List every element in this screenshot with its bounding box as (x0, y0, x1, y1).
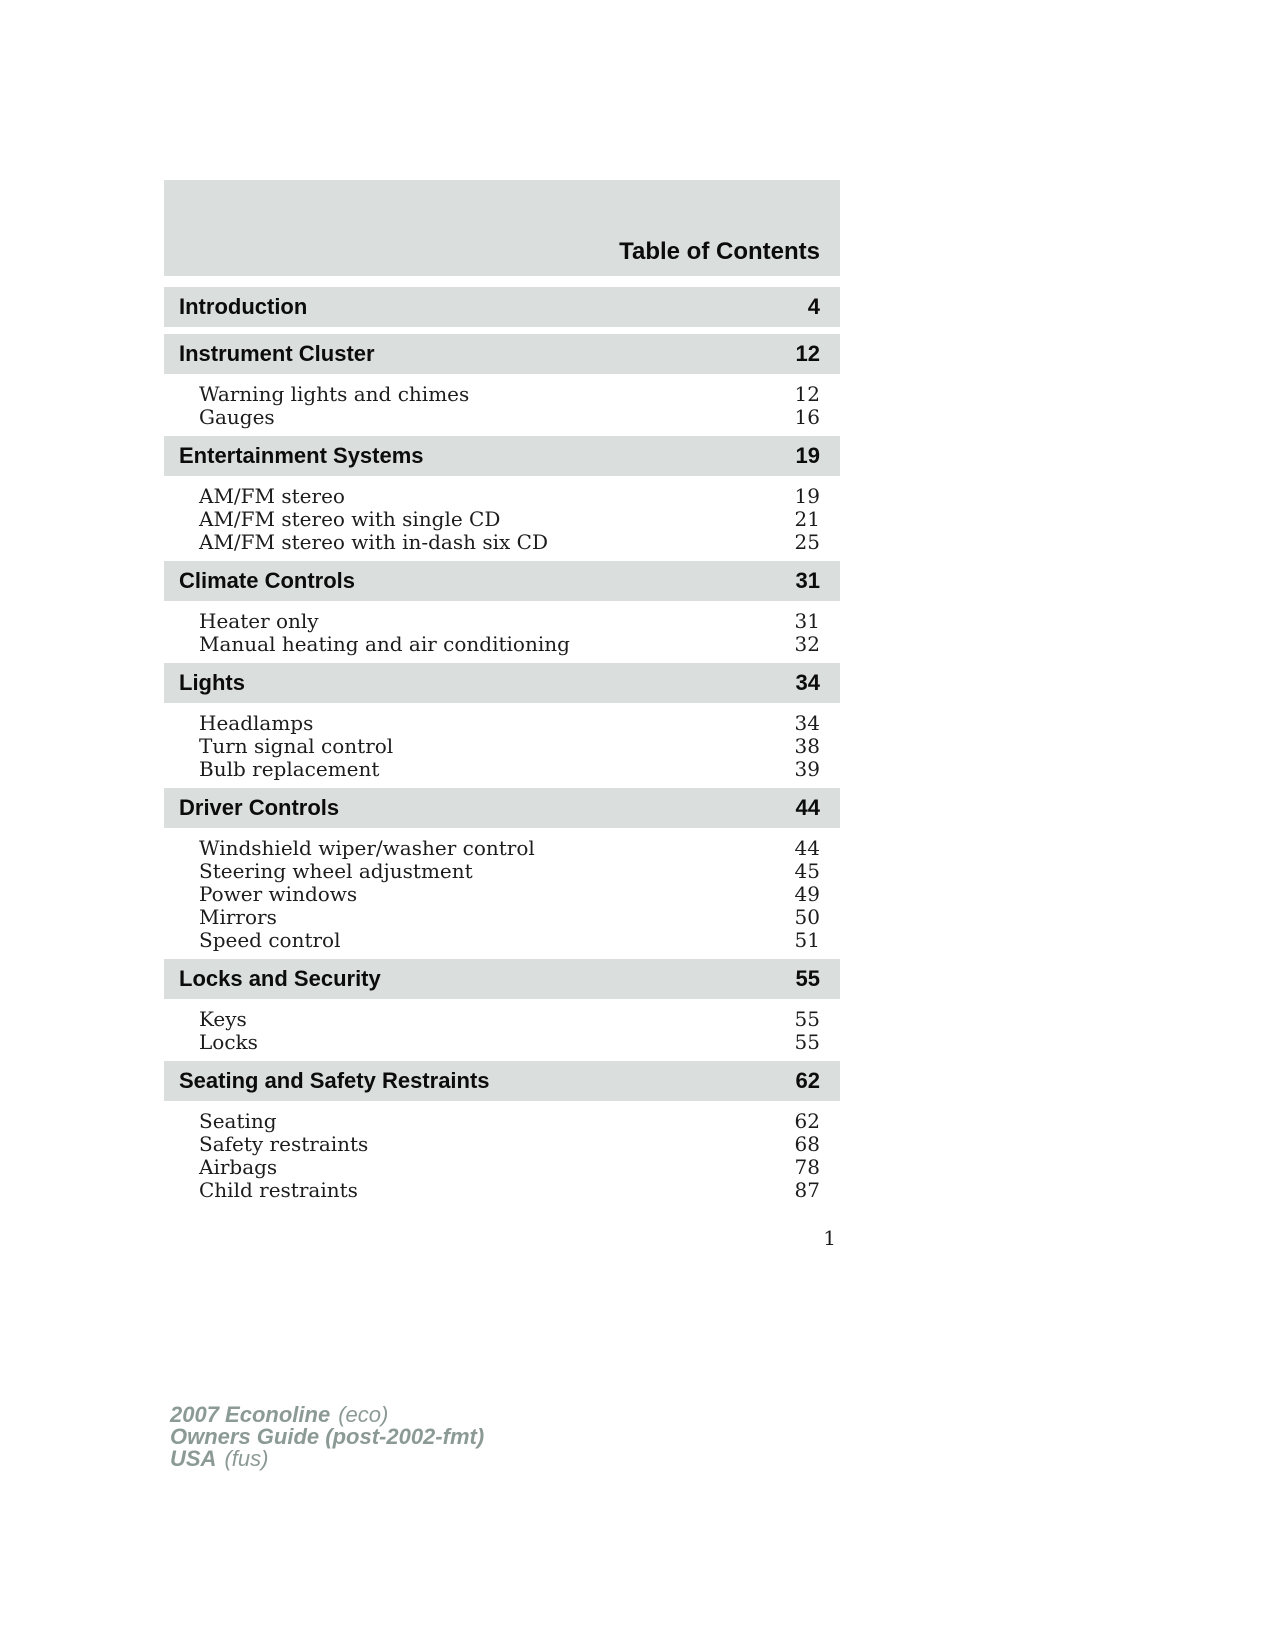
footer-region-bold: USA (170, 1446, 217, 1471)
section-page-number: 55 (795, 966, 820, 991)
toc-section-lights (164, 663, 840, 781)
toc-item-label: Airbags (199, 1155, 278, 1179)
footer-model-code: (eco) (338, 1402, 389, 1427)
toc-item (164, 1156, 840, 1179)
toc-item (164, 1110, 840, 1133)
toc-item-label: Bulb replacement (199, 757, 380, 781)
toc-item (164, 929, 840, 952)
toc-section-bar (164, 436, 840, 476)
toc-item-label: Safety restraints (199, 1132, 369, 1156)
section-title: Introduction (179, 294, 308, 319)
toc-item-page: 50 (794, 905, 820, 929)
toc-section-bar (164, 561, 840, 601)
section-title: Climate Controls (179, 568, 356, 593)
toc-item-page: 34 (794, 711, 820, 735)
toc-item-list (164, 601, 840, 656)
toc-item-list (164, 828, 840, 952)
toc-item-label: Keys (199, 1007, 247, 1031)
toc-item-list (164, 999, 840, 1054)
toc-item-page: 55 (794, 1030, 820, 1054)
toc-item-label: AM/FM stereo with in-dash six CD (199, 530, 548, 554)
toc-item-page: 16 (794, 405, 820, 429)
toc-item-label: Locks (199, 1030, 258, 1054)
toc-item (164, 860, 840, 883)
toc-item-page: 78 (794, 1155, 820, 1179)
toc-item-page: 31 (794, 609, 820, 633)
toc-item-list (164, 374, 840, 429)
toc-item-page: 55 (794, 1007, 820, 1031)
section-title: Instrument Cluster (179, 341, 375, 366)
section-page-number: 44 (795, 795, 820, 820)
toc-item (164, 712, 840, 735)
toc-section-driver-controls (164, 788, 840, 952)
toc-item-label: Headlamps (199, 711, 314, 735)
footer-line-guide (170, 1426, 492, 1448)
footer-region-code: (fus) (224, 1446, 269, 1471)
toc-item-list (164, 476, 840, 554)
toc-item (164, 906, 840, 929)
toc-section-bar (164, 334, 840, 374)
doc-footer (170, 1404, 492, 1470)
footer-line-region (170, 1448, 492, 1470)
footer-model-bold: 2007 Econoline (170, 1402, 331, 1427)
section-page-number: 19 (795, 443, 820, 468)
page-number: 1 (823, 1226, 836, 1250)
toc-item-page: 87 (794, 1178, 820, 1202)
toc-item (164, 610, 840, 633)
toc-item-page: 62 (794, 1109, 820, 1133)
toc-section-locks-and-security (164, 959, 840, 1054)
section-title: Lights (179, 670, 245, 695)
toc-item (164, 735, 840, 758)
toc-item (164, 1008, 840, 1031)
toc-section-bar (164, 959, 840, 999)
toc-item-page: 19 (794, 484, 820, 508)
section-page-number: 31 (795, 568, 820, 593)
footer-guide-bold: Owners Guide (post-2002-fmt) (170, 1424, 485, 1449)
toc-item-label: Gauges (199, 405, 275, 429)
toc-section-bar (164, 1061, 840, 1101)
toc-item (164, 758, 840, 781)
toc-item-label: Power windows (199, 882, 358, 906)
toc-item-page: 25 (794, 530, 820, 554)
toc-item (164, 406, 840, 429)
toc-item-label: Manual heating and air conditioning (199, 632, 570, 656)
toc-section-bar (164, 788, 840, 828)
section-title: Locks and Security (179, 966, 381, 991)
footer-line-model (170, 1404, 492, 1426)
toc-item-page: 32 (794, 632, 820, 656)
toc-item-label: Child restraints (199, 1178, 358, 1202)
toc-section-seating-and-safety-restraints (164, 1061, 840, 1202)
toc-item-list (164, 1101, 840, 1202)
toc-item (164, 531, 840, 554)
toc-item-label: Heater only (199, 609, 319, 633)
toc-section-instrument-cluster (164, 334, 840, 429)
toc-item-page: 51 (794, 928, 820, 952)
toc-item-label: AM/FM stereo (199, 484, 345, 508)
toc-item-page: 45 (794, 859, 820, 883)
toc-item-page: 38 (794, 734, 820, 758)
toc-item (164, 1031, 840, 1054)
toc-item (164, 883, 840, 906)
toc-section-bar (164, 663, 840, 703)
toc-item-page: 12 (794, 382, 820, 406)
section-title: Entertainment Systems (179, 443, 424, 468)
toc-item-label: Mirrors (199, 905, 277, 929)
section-title: Seating and Safety Restraints (179, 1068, 490, 1093)
toc-section-climate-controls (164, 561, 840, 656)
section-page-number: 62 (795, 1068, 820, 1093)
toc-header-band (164, 180, 840, 276)
section-page-number: 34 (795, 670, 820, 695)
toc-item-label: Speed control (199, 928, 341, 952)
toc-item-page: 68 (794, 1132, 820, 1156)
toc-item-label: Turn signal control (199, 734, 394, 758)
page-title: Table of Contents (619, 238, 820, 265)
toc-item-label: Seating (199, 1109, 277, 1133)
toc-item-label: Warning lights and chimes (199, 382, 470, 406)
toc-item-list (164, 703, 840, 781)
toc-item (164, 1133, 840, 1156)
toc-content (164, 180, 840, 1250)
toc-item (164, 633, 840, 656)
toc-item (164, 1179, 840, 1202)
toc-item (164, 837, 840, 860)
toc-item-label: Steering wheel adjustment (199, 859, 473, 883)
toc-item-page: 49 (794, 882, 820, 906)
toc-section-introduction (164, 287, 840, 327)
section-page-number: 4 (807, 294, 820, 319)
toc-item (164, 508, 840, 531)
toc-item-page: 21 (794, 507, 820, 531)
toc-item-page: 39 (794, 757, 820, 781)
toc-section-bar (164, 287, 840, 327)
toc-section-entertainment-systems (164, 436, 840, 554)
section-title: Driver Controls (179, 795, 340, 820)
section-page-number: 12 (795, 341, 820, 366)
toc-item-page: 44 (794, 836, 820, 860)
toc-item (164, 383, 840, 406)
toc-item (164, 485, 840, 508)
toc-item-label: AM/FM stereo with single CD (199, 507, 501, 531)
toc-item-label: Windshield wiper/washer control (199, 836, 535, 860)
